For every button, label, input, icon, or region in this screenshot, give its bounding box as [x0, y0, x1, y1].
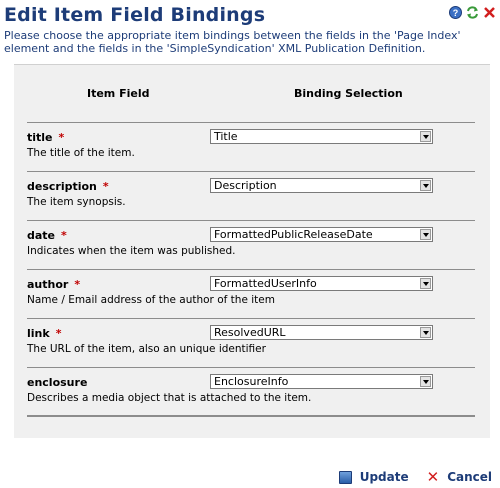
required-marker: * [58, 131, 65, 144]
field-name: link [27, 327, 50, 340]
field-description: The item synopsis. [27, 196, 126, 208]
binding-select-value: FormattedPublicReleaseDate [214, 228, 373, 241]
cancel-icon: ✕ [426, 467, 440, 486]
chevron-down-icon[interactable] [420, 180, 431, 191]
field-description: The URL of the item, also an unique identifier [27, 343, 266, 355]
table-row [27, 123, 475, 172]
binding-select-value: Description [214, 179, 277, 192]
bindings-panel [14, 64, 490, 438]
field-description: The title of the item. [27, 147, 135, 159]
field-name: author [27, 278, 69, 291]
chevron-down-icon[interactable] [420, 131, 431, 142]
field-name: description [27, 180, 97, 193]
close-icon[interactable] [483, 6, 496, 19]
field-description: Indicates when the item was published. [27, 245, 236, 257]
intro-text: Please choose the appropriate item bindings between the fields in the 'Page Index' element and the fields in the 'SimpleSyndication' XML Publication Definition. [4, 29, 461, 55]
binding-select-enclosure[interactable] [210, 374, 433, 389]
action-bar [339, 467, 492, 486]
table-row [27, 319, 475, 368]
binding-select-value: EnclosureInfo [214, 375, 289, 388]
required-marker: * [55, 327, 62, 340]
required-marker: * [102, 180, 109, 193]
update-label: Update [359, 470, 409, 484]
svg-text:?: ? [452, 8, 459, 18]
table-row [27, 221, 475, 270]
chevron-down-icon[interactable] [420, 327, 431, 338]
binding-select-date[interactable] [210, 227, 433, 242]
required-marker: * [74, 278, 81, 291]
field-description: Name / Email address of the author of the item [27, 294, 275, 306]
field-name: date [27, 229, 56, 242]
refresh-icon[interactable] [466, 6, 479, 19]
bindings-table [27, 65, 475, 417]
binding-select-value: ResolvedURL [214, 326, 286, 339]
table-header [27, 65, 475, 123]
update-button[interactable] [339, 470, 409, 484]
binding-select-title[interactable] [210, 129, 433, 144]
cancel-label: Cancel [447, 470, 492, 484]
save-icon [339, 471, 352, 484]
cancel-button[interactable] [426, 467, 492, 486]
field-description: Describes a media object that is attached to the item. [27, 392, 312, 404]
help-icon[interactable] [449, 6, 462, 19]
header-icons [449, 6, 496, 19]
binding-select-value: Title [214, 130, 238, 143]
field-name: enclosure [27, 376, 88, 389]
required-marker: * [61, 229, 67, 242]
binding-select-author[interactable] [210, 276, 433, 291]
chevron-down-icon[interactable] [420, 278, 431, 289]
binding-select-value: FormattedUserInfo [214, 277, 317, 290]
chevron-down-icon[interactable] [420, 229, 431, 240]
table-row [27, 270, 475, 319]
chevron-down-icon[interactable] [420, 376, 431, 387]
table-row [27, 172, 475, 221]
table-row [27, 368, 475, 417]
binding-select-link[interactable] [210, 325, 433, 340]
col-item-field: Item Field [87, 87, 150, 100]
col-binding-selection: Binding Selection [294, 87, 403, 100]
page-title: Edit Item Field Bindings [4, 4, 266, 26]
field-name: title [27, 131, 53, 144]
binding-select-description[interactable] [210, 178, 433, 193]
